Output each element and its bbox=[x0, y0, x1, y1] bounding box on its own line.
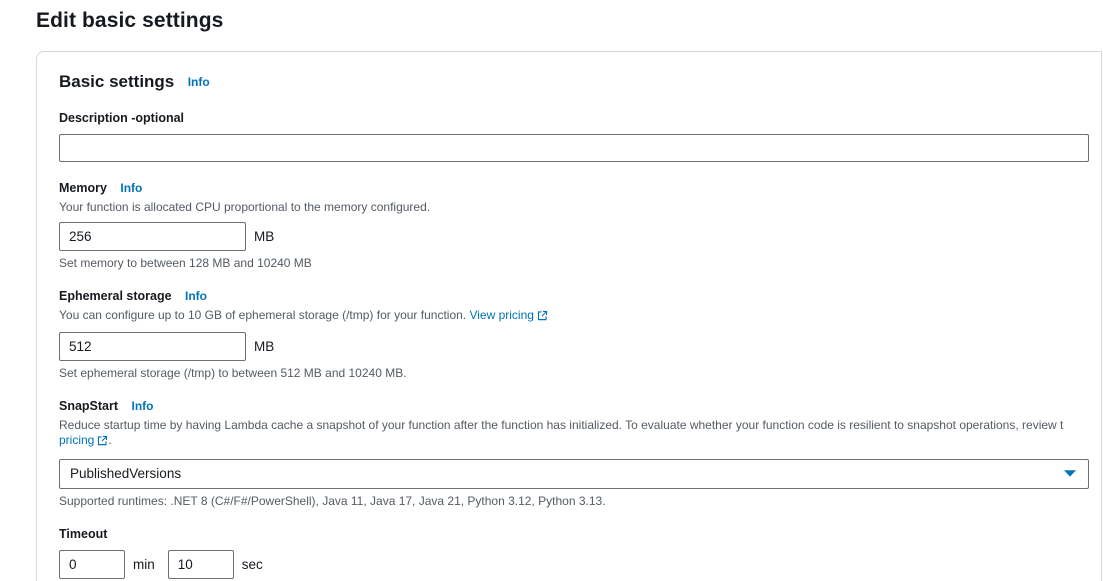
ephemeral-storage-hint: Set ephemeral storage (/tmp) to between 512 MB and 10240 MB. bbox=[59, 366, 407, 380]
snapstart-description-line1: Reduce startup time by having Lambda cache a snapshot of your function after the function has initialized. To evaluate whether your function code is resilient to snapshot operations, review t bbox=[59, 418, 1064, 432]
ephemeral-storage-description bbox=[59, 308, 1101, 325]
timeout-label: Timeout bbox=[59, 526, 108, 541]
timeout-minutes-unit: min bbox=[133, 557, 155, 572]
basic-settings-panel bbox=[36, 51, 1102, 581]
memory-unit: MB bbox=[254, 229, 275, 244]
memory-field bbox=[59, 179, 1101, 270]
description-field bbox=[59, 109, 1101, 162]
description-label: Description - bbox=[59, 110, 136, 125]
panel-heading: Basic settings bbox=[59, 72, 175, 91]
ephemeral-storage-description-text: You can configure up to 10 GB of ephemeral storage (/tmp) for your function. bbox=[59, 308, 467, 322]
memory-label-row bbox=[59, 179, 1101, 197]
memory-info-link[interactable]: Info bbox=[120, 180, 143, 195]
snapstart-description-period: . bbox=[108, 433, 112, 447]
memory-input-row bbox=[59, 222, 1101, 251]
description-optional-label: optional bbox=[135, 110, 185, 125]
snapstart-select-wrap bbox=[59, 459, 1089, 489]
snapstart-description bbox=[59, 418, 1101, 450]
snapstart-pricing-link[interactable] bbox=[59, 433, 108, 447]
timeout-seconds-unit: sec bbox=[241, 557, 263, 572]
description-input[interactable] bbox=[59, 134, 1089, 162]
snapstart-description-line2 bbox=[59, 433, 1101, 450]
timeout-input-row bbox=[59, 550, 1101, 579]
timeout-seconds-input[interactable] bbox=[168, 550, 234, 579]
timeout-label-row bbox=[59, 525, 1101, 543]
memory-hint: Set memory to between 128 MB and 10240 MB bbox=[59, 256, 312, 270]
external-link-icon bbox=[97, 435, 108, 450]
view-pricing-label: View pricing bbox=[469, 308, 534, 322]
external-link-icon bbox=[537, 310, 548, 325]
snapstart-hint: Supported runtimes: .NET 8 (C#/F#/PowerShell), Java 11, Java 17, Java 21, Python 3.12, Python 3.13. bbox=[59, 494, 606, 508]
snapstart-info-link[interactable]: Info bbox=[131, 398, 154, 413]
basic-settings-info-link[interactable]: Info bbox=[187, 75, 210, 89]
ephemeral-storage-label: Ephemeral storage bbox=[59, 288, 172, 303]
view-pricing-link[interactable] bbox=[469, 308, 547, 322]
panel-header bbox=[59, 72, 1101, 92]
ephemeral-storage-field bbox=[59, 287, 1101, 380]
memory-label: Memory bbox=[59, 180, 107, 195]
snapstart-field bbox=[59, 397, 1101, 508]
snapstart-label-row bbox=[59, 397, 1101, 415]
ephemeral-storage-input[interactable] bbox=[59, 332, 246, 361]
timeout-minutes-input[interactable] bbox=[59, 550, 125, 579]
ephemeral-storage-input-row bbox=[59, 332, 1101, 361]
ephemeral-storage-label-row bbox=[59, 287, 1101, 305]
timeout-field bbox=[59, 525, 1101, 579]
snapstart-pricing-label: pricing bbox=[59, 433, 95, 447]
snapstart-select[interactable]: PublishedVersions bbox=[59, 459, 1089, 489]
memory-description: Your function is allocated CPU proportional to the memory configured. bbox=[59, 200, 431, 214]
memory-input[interactable] bbox=[59, 222, 246, 251]
ephemeral-storage-unit: MB bbox=[254, 339, 275, 354]
page-title: Edit basic settings bbox=[36, 9, 224, 32]
snapstart-label: SnapStart bbox=[59, 398, 119, 413]
ephemeral-storage-info-link[interactable]: Info bbox=[185, 288, 207, 303]
description-label-row bbox=[59, 109, 1101, 127]
